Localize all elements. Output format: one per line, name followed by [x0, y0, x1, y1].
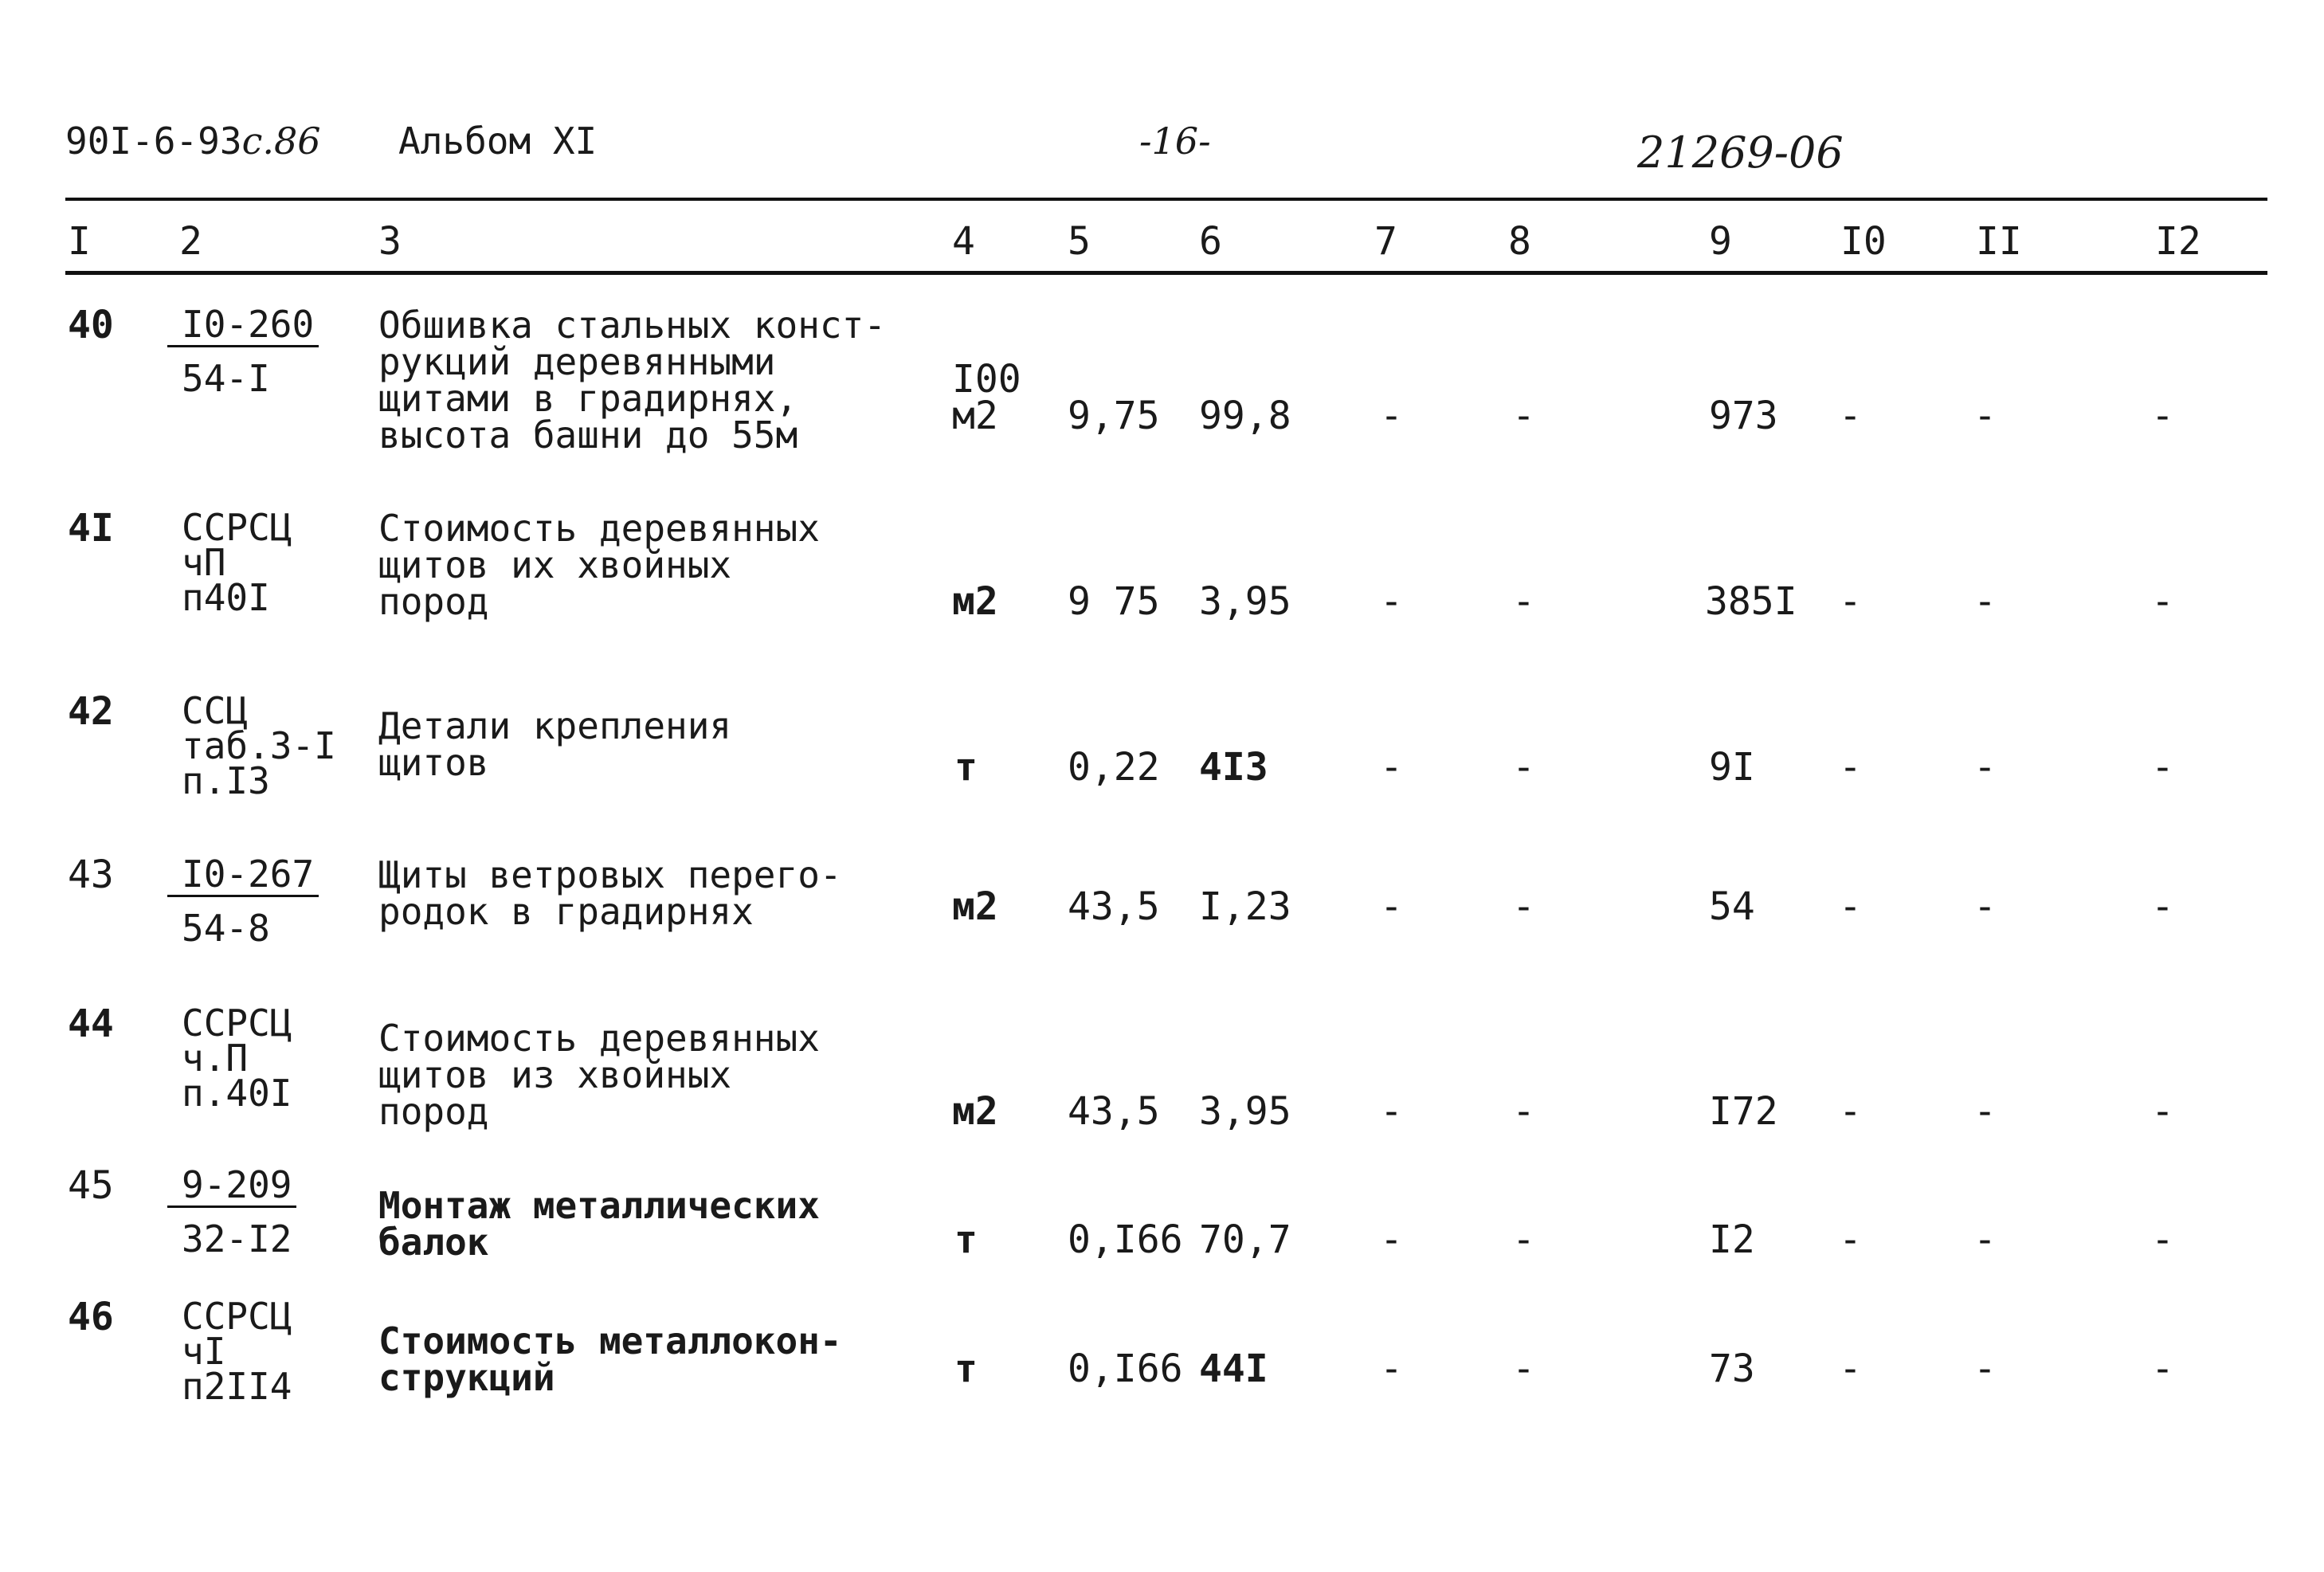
- norm-code: ССЦ таб.3-I п.I3: [182, 689, 336, 802]
- unit: т: [954, 1347, 978, 1391]
- col-11-value: -: [1973, 579, 1997, 624]
- col-7-value: -: [1380, 394, 1403, 438]
- quantity: 0,22: [1068, 745, 1160, 790]
- total-cost: 54: [1709, 884, 1755, 929]
- col-8-value: -: [1512, 1089, 1535, 1134]
- total-cost: I2: [1709, 1217, 1755, 1262]
- quantity: 0,I66: [1068, 1347, 1183, 1391]
- col-11-value: -: [1973, 1217, 1997, 1262]
- quantity: 0,I66: [1068, 1217, 1183, 1262]
- row-number: 42: [68, 689, 114, 734]
- top-rule: [65, 198, 2267, 201]
- norm-code: ССРСЦ ч.П п.40I: [182, 1002, 292, 1115]
- column-number: II: [1976, 219, 2022, 264]
- col-7-value: -: [1380, 1347, 1403, 1391]
- unit-price: 70,7: [1199, 1217, 1291, 1262]
- col-7-value: -: [1380, 745, 1403, 790]
- norm-code-numerator: [182, 853, 319, 897]
- quantity: 43,5: [1068, 1089, 1160, 1134]
- header-rule: [65, 271, 2267, 275]
- norm-code-denominator: 54-8: [182, 907, 270, 950]
- col-12-value: -: [2151, 394, 2174, 438]
- unit: I00 м2: [952, 357, 1021, 438]
- norm-code: ССРСЦ чП п40I: [182, 506, 292, 619]
- unit: т: [954, 745, 978, 790]
- page-number: -16-: [1139, 120, 1211, 163]
- unit-price: I,23: [1199, 884, 1291, 929]
- col-7-value: -: [1380, 884, 1403, 929]
- col-7-value: -: [1380, 579, 1403, 624]
- col-7-value: -: [1380, 1089, 1403, 1134]
- archive-number: 21269-06: [1637, 127, 1844, 178]
- col-12-value: -: [2151, 579, 2174, 624]
- work-description: Стоимость деревянных щитов из хвойных пород: [378, 1017, 820, 1133]
- work-description: Детали крепления щитов: [378, 704, 732, 784]
- norm-code-numerator: [182, 303, 319, 347]
- col-12-value: -: [2151, 1089, 2174, 1134]
- col-10-value: -: [1839, 884, 1862, 929]
- work-description: Монтаж металлических балок: [378, 1184, 820, 1264]
- col-10-value: -: [1839, 1089, 1862, 1134]
- norm-code: ССРСЦ чI п2II4: [182, 1295, 292, 1408]
- column-number: 6: [1199, 219, 1222, 264]
- col-8-value: -: [1512, 394, 1535, 438]
- row-number: 40: [68, 303, 114, 347]
- column-number: 2: [179, 219, 202, 264]
- norm-code-denominator: 32-I2: [182, 1217, 292, 1260]
- row-number: 46: [68, 1295, 114, 1339]
- col-11-value: -: [1973, 1089, 1997, 1134]
- column-number: 8: [1508, 219, 1531, 264]
- norm-code-top: I0-260: [167, 307, 319, 347]
- total-cost: 73: [1709, 1347, 1755, 1391]
- col-11-value: -: [1973, 394, 1997, 438]
- row-number: 44: [68, 1002, 114, 1046]
- work-description: Щиты ветровых перего- родок в градирнях: [378, 853, 842, 933]
- column-number: I: [68, 219, 91, 264]
- column-number: 9: [1709, 219, 1732, 264]
- column-number: I2: [2155, 219, 2201, 264]
- column-number: 7: [1374, 219, 1397, 264]
- column-number: 5: [1068, 219, 1091, 264]
- col-10-value: -: [1839, 1217, 1862, 1262]
- col-10-value: -: [1839, 579, 1862, 624]
- column-number: 4: [952, 219, 975, 264]
- col-12-value: -: [2151, 745, 2174, 790]
- row-number: 4I: [68, 506, 114, 551]
- col-7-value: -: [1380, 1217, 1403, 1262]
- col-8-value: -: [1512, 1347, 1535, 1391]
- unit: т: [954, 1217, 978, 1262]
- document-code-handwritten: с.86: [241, 120, 321, 163]
- norm-code-numerator: [182, 1163, 296, 1208]
- norm-code-denominator: 54-I: [182, 357, 270, 400]
- unit-price: 44I: [1199, 1347, 1268, 1391]
- total-cost: I72: [1709, 1089, 1778, 1134]
- col-12-value: -: [2151, 884, 2174, 929]
- col-11-value: -: [1973, 884, 1997, 929]
- col-10-value: -: [1839, 745, 1862, 790]
- col-8-value: -: [1512, 745, 1535, 790]
- col-10-value: -: [1839, 394, 1862, 438]
- unit-price: 99,8: [1199, 394, 1291, 438]
- document-code: [65, 120, 320, 163]
- col-8-value: -: [1512, 1217, 1535, 1262]
- album-label: Альбом XI: [398, 120, 598, 163]
- total-cost: 973: [1709, 394, 1778, 438]
- unit-price: 3,95: [1199, 1089, 1291, 1134]
- work-description: Стоимость деревянных щитов их хвойных пород: [378, 507, 820, 623]
- norm-code-top: I0-267: [167, 857, 319, 897]
- quantity: 9 75: [1068, 579, 1160, 624]
- column-number: I0: [1840, 219, 1887, 264]
- col-12-value: -: [2151, 1217, 2174, 1262]
- unit: м2: [952, 1089, 998, 1134]
- work-description: Обшивка стальных конст- рукций деревянными щитами в градирнях, высота башни до 55м: [378, 304, 886, 457]
- total-cost: 385I: [1705, 579, 1797, 624]
- col-11-value: -: [1973, 1347, 1997, 1391]
- column-number: 3: [378, 219, 402, 264]
- col-10-value: -: [1839, 1347, 1862, 1391]
- document-code-typed: 90I-6-93: [65, 120, 242, 163]
- unit: м2: [952, 579, 998, 624]
- row-number: 45: [68, 1163, 114, 1208]
- unit: м2: [952, 884, 998, 929]
- work-description: Стоимость металлокон- струкций: [378, 1319, 842, 1399]
- norm-code-top: 9-209: [167, 1167, 296, 1208]
- quantity: 43,5: [1068, 884, 1160, 929]
- total-cost: 9I: [1709, 745, 1755, 790]
- col-12-value: -: [2151, 1347, 2174, 1391]
- col-8-value: -: [1512, 579, 1535, 624]
- quantity: 9,75: [1068, 394, 1160, 438]
- unit-price: 4I3: [1199, 745, 1268, 790]
- unit-price: 3,95: [1199, 579, 1291, 624]
- col-11-value: -: [1973, 745, 1997, 790]
- row-number: 43: [68, 853, 114, 897]
- col-8-value: -: [1512, 884, 1535, 929]
